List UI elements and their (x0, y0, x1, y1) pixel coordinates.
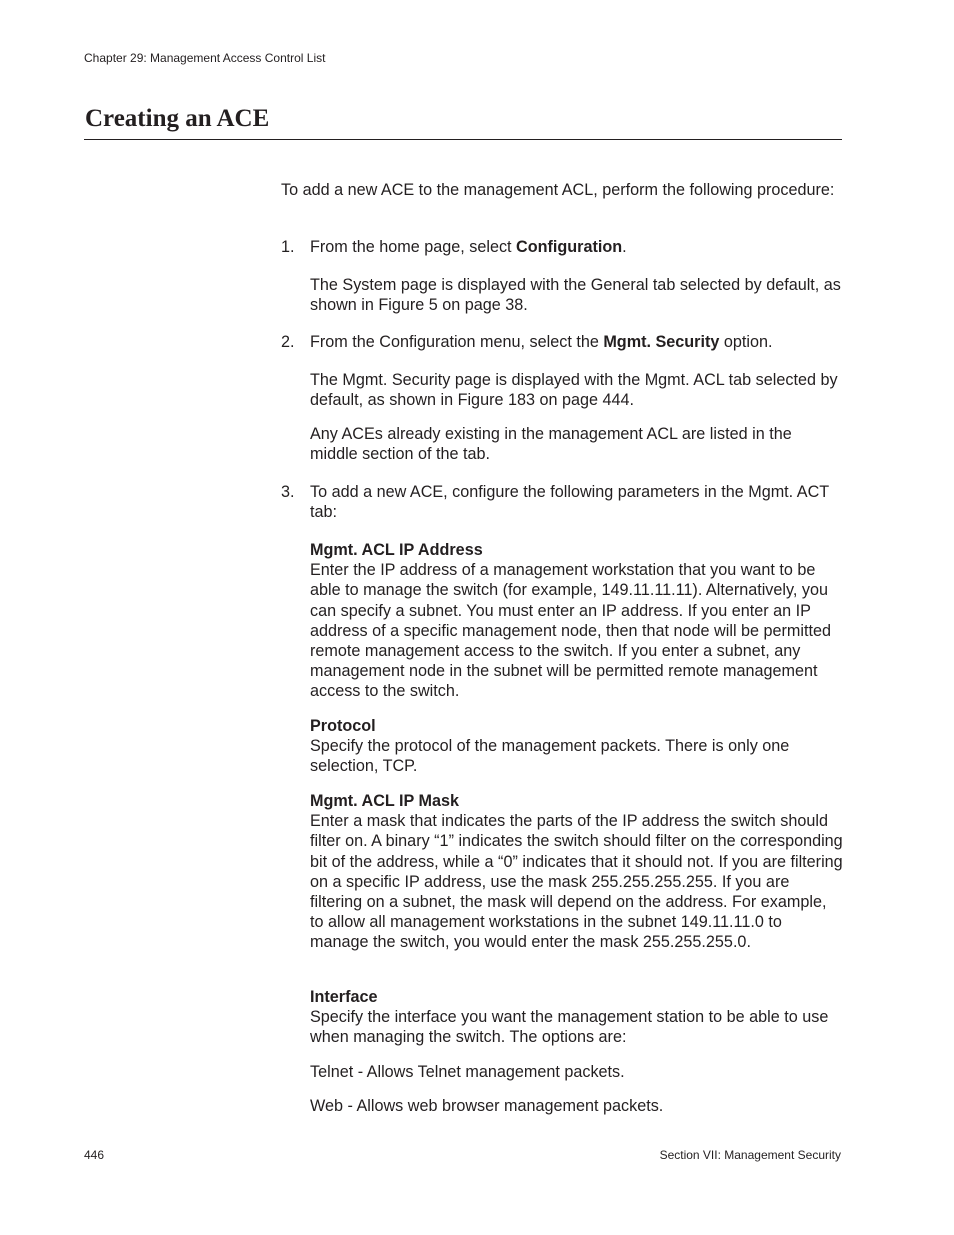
param-description: Enter a mask that indicates the parts of the IP address the switch should filter on. A binary “1” indicates the switch should filter on the corresponding bit of the address, while a “0” indicates that it should not. If you are filtering on a specific IP address, use the mask 255.255.255.255. If you are filtering on a subnet, the mask will depend on the address. For example, to allow all management workstations in the subnet 149.11.11.0 to manage the switch, you would enter the mask 255.255.255.0. (310, 812, 843, 952)
page-number: 446 (84, 1148, 105, 1162)
step-1-note: The System page is displayed with the General tab selected by default, as shown in Figure 5 on page 38. (310, 276, 841, 315)
step-text: From the home page, select Configuration. (310, 238, 627, 256)
step-number: 3. (281, 483, 295, 501)
step-number: 2. (281, 333, 295, 351)
step-text: To add a new ACE, configure the following parameters in the Mgmt. ACT tab: (310, 483, 829, 522)
step-2 (281, 332, 843, 352)
param-interface (310, 987, 843, 1048)
param-description: Enter the IP address of a management workstation that you want to be able to manage the switch (for example, 149.11.11.11). Alternatively, you can specify a subnet. You must enter an IP address. If you enter an IP address of a specific management node, then that node will be permitted remote management access to the switch. If you enter a subnet, any management node in the subnet will be permitted remote management access to the switch. (310, 561, 832, 701)
param-description: Specify the protocol of the management packets. There is only one selection, TCP. (310, 737, 790, 776)
step-2-note: The Mgmt. Security page is displayed with the Mgmt. ACL tab selected by default, as shown in Figure 183 on page 444. (310, 371, 838, 410)
ui-term: Configuration (516, 238, 623, 256)
param-term: Protocol (310, 717, 376, 735)
ui-term: Mgmt. Security (603, 333, 720, 351)
param-term: Interface (310, 988, 378, 1006)
param-protocol (310, 716, 843, 777)
step-1 (281, 237, 843, 257)
param-term: Mgmt. ACL IP Address (310, 541, 483, 559)
running-footer-section: Section VII: Management Security (659, 1148, 841, 1162)
intro-paragraph: To add a new ACE to the management ACL, perform the following procedure: (281, 181, 835, 199)
section-title: Creating an ACE (85, 105, 270, 132)
running-header: Chapter 29: Management Access Control List (84, 51, 326, 65)
step-3 (281, 482, 843, 522)
option-web: Web - Allows web browser management packets. (310, 1097, 664, 1115)
title-rule (84, 139, 842, 140)
param-term: Mgmt. ACL IP Mask (310, 792, 460, 810)
option-telnet: Telnet - Allows Telnet management packets. (310, 1063, 625, 1081)
step-number: 1. (281, 238, 295, 256)
step-2-note-2: Any ACEs already existing in the management ACL are listed in the middle section of the tab. (310, 425, 792, 464)
param-description: Specify the interface you want the management station to be able to use when managing the switch. The options are: (310, 1008, 829, 1047)
step-text: From the Configuration menu, select the Mgmt. Security option. (310, 333, 773, 351)
param-ip-address (310, 540, 843, 702)
param-ip-mask (310, 791, 843, 953)
